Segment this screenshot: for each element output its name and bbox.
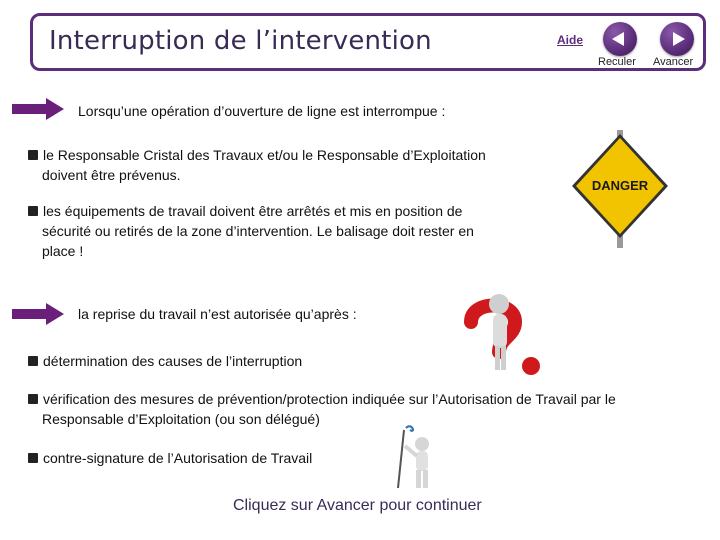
square-bullet-icon bbox=[28, 356, 38, 366]
page-title: Interruption de l’intervention bbox=[49, 26, 432, 56]
forward-button[interactable] bbox=[660, 22, 694, 56]
back-label: Reculer bbox=[598, 56, 636, 68]
list-item: les équipements de travail doivent être arrêtés et mis en position de sécurité ou retirés de la zone d’intervention. Le balisage doit rester en place ! bbox=[28, 201, 474, 261]
square-bullet-icon bbox=[28, 394, 38, 404]
list-item: vérification des mesures de prévention/protection indiquée sur l’Autorisation de Travail par le Responsable d’Exploitation (ou son délégué) bbox=[28, 389, 616, 429]
list-item: détermination des causes de l’interruption bbox=[28, 351, 302, 371]
forward-label: Avancer bbox=[653, 56, 694, 68]
question-mark-figure-icon bbox=[443, 290, 553, 385]
arrow-right-icon bbox=[673, 32, 685, 46]
arrow-right-icon bbox=[12, 98, 64, 120]
section2-intro: la reprise du travail n’est autorisée qu’après : bbox=[78, 306, 357, 322]
square-bullet-icon bbox=[28, 150, 38, 160]
danger-sign-text: DANGER bbox=[591, 178, 649, 193]
danger-sign-icon bbox=[565, 126, 675, 250]
signing-figure-icon bbox=[394, 420, 444, 492]
header-bar bbox=[30, 13, 706, 71]
list-item: contre-signature de l’Autorisation de Travail bbox=[28, 448, 312, 468]
square-bullet-icon bbox=[28, 453, 38, 463]
list-item: le Responsable Cristal des Travaux et/ou le Responsable d’Exploitation doivent être prévenus. bbox=[28, 145, 486, 185]
arrow-left-icon bbox=[612, 32, 624, 46]
help-link[interactable]: Aide bbox=[557, 33, 584, 47]
back-button[interactable] bbox=[603, 22, 637, 56]
arrow-right-icon bbox=[12, 303, 64, 325]
section1-intro: Lorsqu’une opération d’ouverture de ligne est interrompue : bbox=[78, 103, 446, 119]
continue-prompt[interactable]: Cliquez sur Avancer pour continuer bbox=[233, 497, 482, 514]
square-bullet-icon bbox=[28, 206, 38, 216]
